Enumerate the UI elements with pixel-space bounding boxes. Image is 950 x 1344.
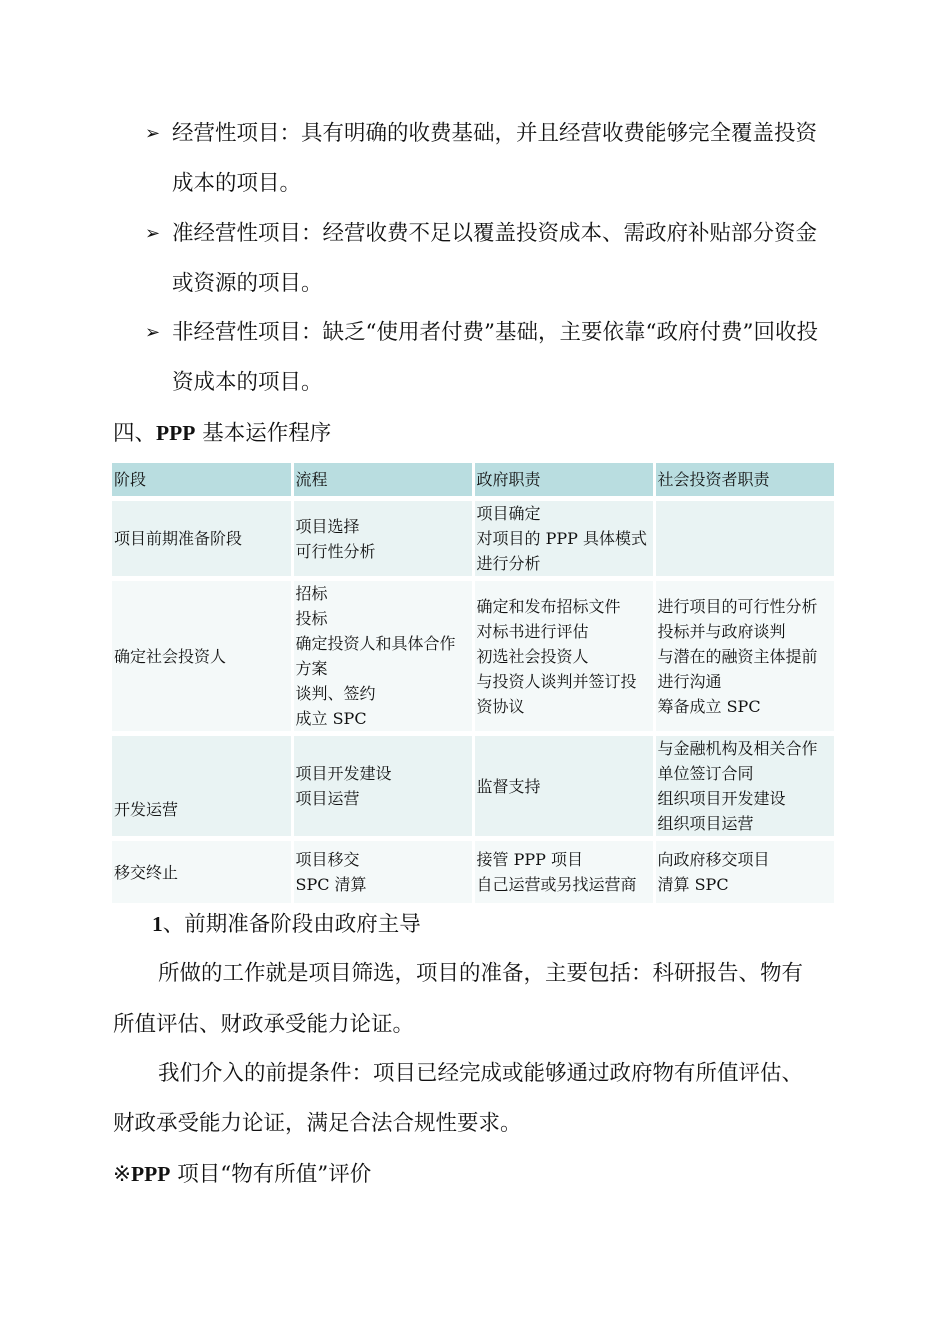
stage-cell: 开发运营 (112, 734, 292, 839)
investor-duty-line: 与金融机构及相关合作 (657, 739, 818, 758)
investor-duty-line: 清算 SPC (657, 875, 729, 894)
investor-duty-line: 进行沟通 (657, 671, 722, 691)
investor-duty-line: 进行项目的可行性分析 (657, 596, 818, 616)
process-cell (292, 734, 473, 839)
investor-duty-line: 组织项目运营 (657, 814, 754, 833)
bullet-text-continuation: 或资源的项目。 (172, 271, 323, 296)
reference-heading (113, 1157, 371, 1192)
stage-cell: 确定社会投资人 (112, 579, 292, 734)
table-row (112, 579, 835, 734)
section-heading-suffix: 基本运作程序 (195, 421, 332, 446)
process-line: 项目选择 (295, 516, 360, 536)
subsection-heading (152, 907, 421, 942)
process-line: 方案 (295, 659, 328, 678)
process-cell (292, 839, 473, 906)
paragraph-line: 所做的工作就是项目筛选，项目的准备，主要包括：科研报告、物有 (158, 961, 804, 986)
subsection-text: 、前期准备阶段由政府主导 (162, 912, 421, 937)
bullet-arrow-icon: ➢ (145, 322, 161, 343)
table-header-cell: 社会投资者职责 (654, 463, 835, 499)
ppp-procedure-table (112, 463, 837, 908)
investor-duty-line: 单位签订合同 (657, 764, 754, 783)
gov-duty-line: 资协议 (476, 696, 525, 716)
investor-duty-cell (654, 839, 835, 906)
investor-duty-cell (654, 734, 835, 839)
gov-duty-line: 确定和发布招标文件 (476, 596, 621, 616)
gov-duty-cell (473, 579, 654, 734)
table-header-cell: 阶段 (112, 463, 292, 499)
table-header-row (112, 463, 835, 499)
gov-duty-line: 对标书进行评估 (476, 621, 589, 641)
gov-duty-cell (473, 839, 654, 906)
paragraph-line: 财政承受能力论证，满足合法合规性要求。 (113, 1111, 522, 1136)
reference-latin: PPP (131, 1162, 171, 1186)
process-line: SPC 清算 (295, 875, 367, 894)
process-line: 谈判、签约 (295, 684, 376, 703)
paragraph-line: 所值评估、财政承受能力论证。 (113, 1012, 415, 1037)
gov-duty-cell (473, 499, 654, 579)
process-line: 项目运营 (295, 789, 360, 808)
table-row (112, 839, 835, 906)
table-header-cell: 流程 (292, 463, 473, 499)
bullet-text: 经营性项目：具有明确的收费基础，并且经营收费能够完全覆盖投资 (172, 121, 818, 146)
section-heading-latin: PPP (156, 421, 196, 445)
process-line: 项目开发建设 (295, 764, 392, 783)
process-line: 确定投资人和具体合作 (295, 634, 456, 653)
gov-duty-line: 监督支持 (476, 776, 541, 796)
process-cell (292, 499, 473, 579)
bullet-arrow-icon: ➢ (145, 123, 161, 144)
table-header-cell: 政府职责 (473, 463, 654, 499)
bullet-text: 准经营性项目：经营收费不足以覆盖投资成本、需政府补贴部分资金 (172, 221, 818, 246)
reference-text: 项目“物有所值”评价 (170, 1162, 372, 1187)
gov-duty-line: 接管 PPP 项目 (476, 850, 583, 869)
process-line: 投标 (295, 609, 328, 628)
gov-duty-line: 与投资人谈判并签订投 (476, 671, 637, 691)
process-line: 成立 SPC (295, 709, 367, 728)
bullet-text-continuation: 资成本的项目。 (172, 370, 323, 395)
gov-duty-line: 初选社会投资人 (476, 646, 589, 666)
investor-duty-line: 向政府移交项目 (657, 850, 770, 869)
investor-duty-line: 组织项目开发建设 (657, 789, 786, 808)
table-row (112, 734, 835, 839)
stage-cell: 项目前期准备阶段 (112, 499, 292, 579)
investor-duty-line: 筹备成立 SPC (657, 696, 761, 716)
gov-duty-line: 自己运营或另找运营商 (476, 875, 637, 894)
stage-cell: 移交终止 (112, 839, 292, 906)
process-line: 可行性分析 (295, 541, 376, 561)
gov-duty-cell (473, 734, 654, 839)
paragraph-line: 我们介入的前提条件：项目已经完成或能够通过政府物有所值评估、 (158, 1061, 804, 1086)
gov-duty-line: 对项目的 PPP 具体模式 (476, 529, 647, 548)
bullet-text-continuation: 成本的项目。 (172, 171, 302, 196)
investor-duty-cell (654, 499, 835, 579)
process-cell (292, 579, 473, 734)
subsection-number: 1 (152, 912, 163, 936)
section-heading (113, 416, 331, 451)
process-line: 招标 (295, 584, 328, 603)
investor-duty-cell (654, 579, 835, 734)
bullet-text: 非经营性项目：缺乏“使用者付费”基础，主要依靠“政府付费”回收投 (172, 320, 818, 345)
bullet-arrow-icon: ➢ (145, 223, 161, 244)
gov-duty-line: 项目确定 (476, 504, 541, 523)
investor-duty-line: 与潜在的融资主体提前 (657, 646, 818, 666)
gov-duty-line: 进行分析 (476, 554, 541, 573)
reference-mark: ※ (113, 1162, 132, 1187)
process-line: 项目移交 (295, 850, 360, 869)
table-row (112, 499, 835, 579)
investor-duty-line: 投标并与政府谈判 (657, 621, 786, 641)
section-heading-prefix: 四、 (113, 421, 157, 446)
